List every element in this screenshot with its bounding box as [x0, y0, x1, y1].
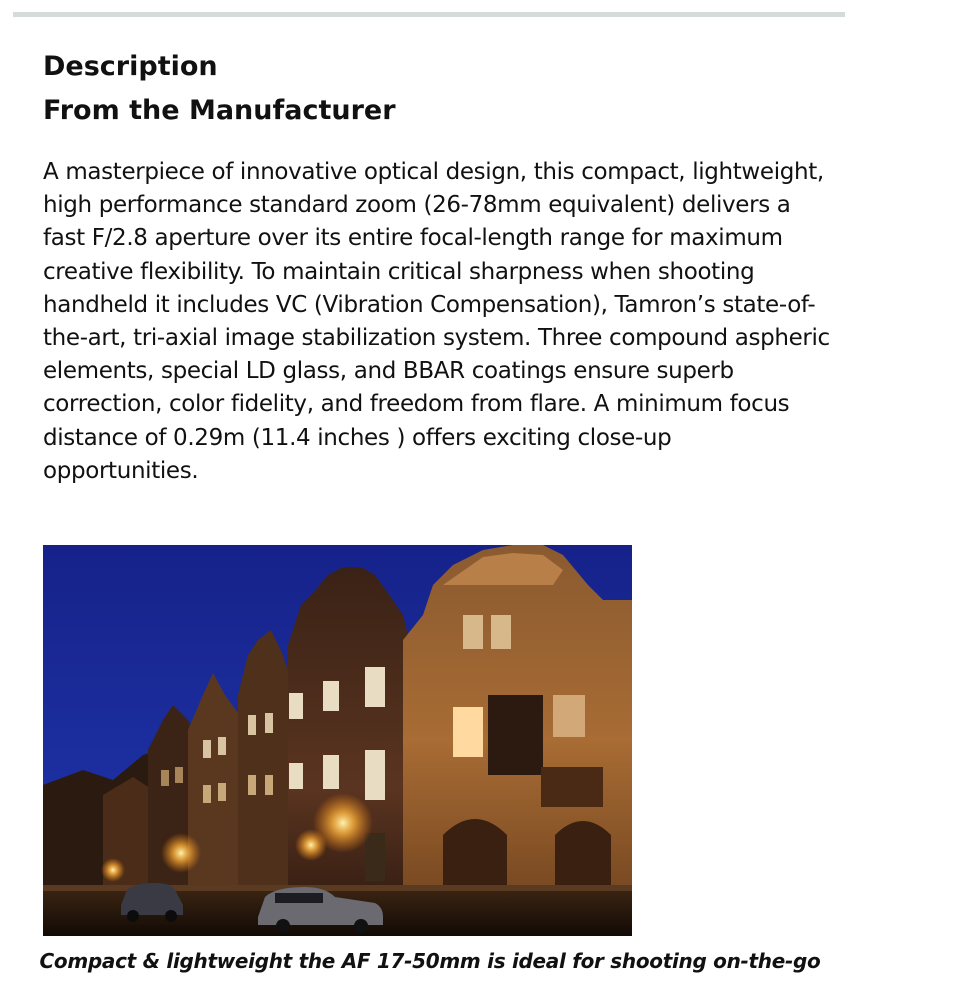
night-street-scene-illustration [43, 545, 632, 936]
photo-caption: Compact & lightweight the AF 17-50mm is ideal for shooting on-the-go [39, 949, 821, 973]
manufacturer-description-text: A masterpiece of innovative optical design, this compact, lightweight, high performance standard zoom (26-78mm equivalent) delivers a fast F/2.8 aperture over its entire focal-length range for maximum creative flexibility. To maintain critical sharpness when shooting handheld it includes VC (Vibration Compensation), Tamron’s state-of-the-art, tri-axial image stabilization system. Three compound aspheric elements, special LD glass, and BBAR coatings ensure superb correction, color fidelity, and freedom from flare. A minimum focus distance of 0.29m (11.4 inches ) offers exciting close-up opportunities. [43, 159, 830, 484]
description-heading: Description [43, 51, 218, 82]
from-the-manufacturer-heading: From the Manufacturer [43, 95, 396, 126]
product-sample-photo [43, 545, 632, 936]
section-divider [13, 12, 845, 17]
